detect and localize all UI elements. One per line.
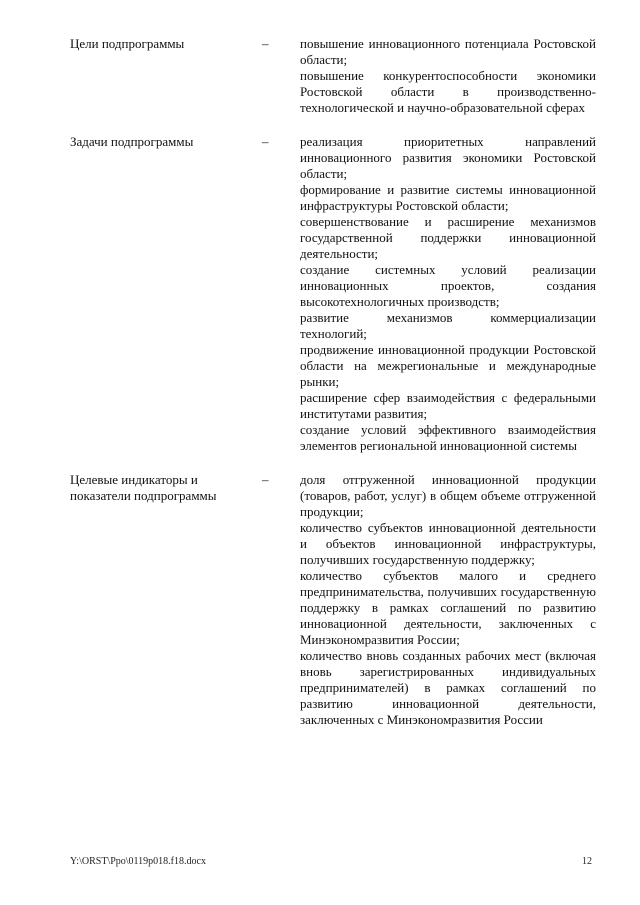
section-label: Цели подпрограммы: [70, 36, 185, 51]
page-number: 12: [582, 856, 592, 867]
list-item: продвижение инновационной продукции Ростовской области на межрегиональные и международные рынки;: [300, 342, 596, 389]
section-items: [300, 472, 596, 728]
list-item: создание условий эффективного взаимодействия элементов региональной инновационной системы: [300, 422, 596, 453]
document-page: [70, 36, 596, 746]
section-items: [300, 134, 596, 454]
list-item: формирование и развитие системы инновационной инфраструктуры Ростовской области;: [300, 182, 596, 213]
list-item: количество вновь созданных рабочих мест (включая вновь зарегистрированных индивидуальных предпринимателей) в рамках соглашений по развитию инновационной деятельности, заключенных с Минэкономразвития России: [300, 648, 596, 727]
list-item: повышение инновационного потенциала Ростовской области;: [300, 36, 596, 67]
dash-separator: –: [262, 472, 269, 487]
section-indicators: [70, 472, 596, 728]
list-item: создание системных условий реализации инновационных проектов, создания высокотехнологичных производств;: [300, 262, 596, 309]
list-item: совершенствование и расширение механизмов государственной поддержки инновационной деятельности;: [300, 214, 596, 261]
page-footer: [70, 856, 592, 867]
list-item: повышение конкурентоспособности экономики Ростовской области в производственно-технологической и научно-образовательной сферах: [300, 68, 596, 115]
list-item: развитие механизмов коммерциализации технологий;: [300, 310, 596, 341]
list-item: доля отгруженной инновационной продукции (товаров, работ, услуг) в общем объеме отгруженной продукции;: [300, 472, 596, 519]
list-item: расширение сфер взаимодействия с федеральными институтами развития;: [300, 390, 596, 421]
section-goals: [70, 36, 596, 116]
section-tasks: [70, 134, 596, 454]
list-item: количество субъектов инновационной деятельности и объектов инновационной инфраструктуры, получивших государственную поддержку;: [300, 520, 596, 567]
footer-file-path: Y:\ORST\Ppo\0119p018.f18.docx: [70, 856, 206, 867]
section-label: Целевые индикаторы и показатели подпрограммы: [70, 472, 217, 503]
section-label: Задачи подпрограммы: [70, 134, 194, 149]
dash-separator: –: [262, 134, 269, 149]
dash-separator: –: [262, 36, 269, 51]
list-item: реализация приоритетных направлений инновационного развития экономики Ростовской области;: [300, 134, 596, 181]
section-items: [300, 36, 596, 116]
list-item: количество субъектов малого и среднего предпринимательства, получивших государственную поддержку в рамках соглашений по развитию инновационной деятельности, заключенных с Минэкономразвития России;: [300, 568, 596, 647]
